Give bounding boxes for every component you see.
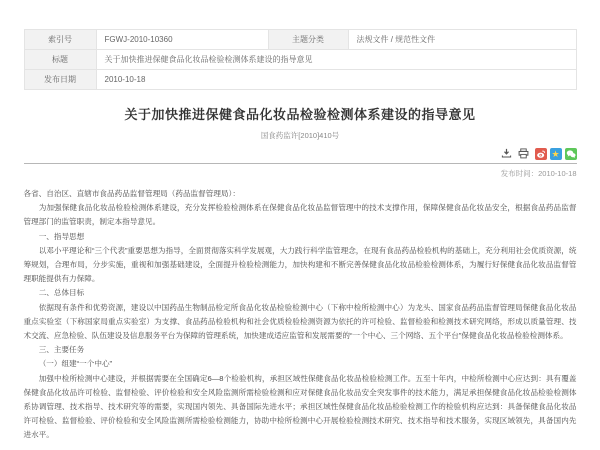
article-paragraph: 为加强保健食品化妆品检验检测体系建设，充分发挥检验检测体系在保健食品化妆品监督管理中的技术支撑作用，保障保健食品化妆品安全，根据食品药品监督管理部门的监管职责，制定本指导意见。 [23,203,577,227]
meta-row-index-category [24,30,576,50]
meta-date-label: 发布日期 [24,70,96,90]
meta-category-value: 法规文件 / 规范性文件 [348,30,576,50]
print-icon[interactable] [518,148,530,160]
publish-time-value: 2010-10-18 [538,169,577,178]
article-paragraph: 三、主要任务 [38,345,85,355]
article-paragraph: 一、指导思想 [38,231,85,241]
meta-index-label: 索引号 [24,30,96,50]
document-meta-table [24,29,577,90]
article-paragraph: 二、总体目标 [38,288,85,298]
share-qzone-icon[interactable] [550,148,562,160]
publish-time [24,168,577,179]
article-toolbar [24,147,577,160]
article-paragraph: 加强中检所检测中心建设，并根据需要在全国确定6—8个检验机构，承担区域性保健食品化妆品检验检测工作。五至十年内，中检所检测中心应达到：具有覆盖保健食品化妆品许可检验、监督检验、评价检验和安全风险监测所需检验检测和应对保健食品化妆品安全突发事件的技术能力，满足承担保健食品化妆品检验检测体系协调管理、技术指导、技术研究等的需要，实现国内领先、具备国际先进水平；承担区域性保健食品化妆品检验检测工作的检验机构应达到：具备保健食品化妆品许可检验、监督检验、评价检验和安全风险监测所需检验检测能力，协助中检所检测中心开展检验检测技术研究、技术指导和技术服务，实现区域领先，具备国内先进水平。 [23,373,577,440]
meta-row-title [24,50,576,70]
meta-row-date [24,70,576,90]
share-wechat-icon[interactable] [565,148,577,160]
document-number: 国食药监许[2010]410号 [260,131,340,140]
meta-title-label: 标题 [24,50,96,70]
document-title: 关于加快推进保健食品化妆品检验检测体系建设的指导意见 [124,107,476,122]
article-paragraph: 各省、自治区、直辖市食品药品监督管理局（药品监督管理局）： [23,189,240,198]
article-body [24,187,577,443]
meta-category-label: 主题分类 [268,30,348,50]
qzone-star-glyph: ★ [551,148,560,159]
meta-date-value: 2010-10-18 [96,70,576,90]
document-page [24,29,577,443]
meta-index-value: FGWJ-2010-10360 [96,30,268,50]
publish-time-label: 发布时间： [500,169,539,178]
share-weibo-icon[interactable] [535,148,547,160]
article-paragraph: 依据现有条件和优势资源，建设以中国药品生物制品检定所食品化妆品检验检测中心（下称中检所检测中心）为龙头、国家食品药品监督管理局保健食品化妆品重点实验室（下称国家局重点实验室）为支撑、食品药品检验机构和社会优质检验检测资源为依托的许可检验、监督检验和检测技术研究网络，形成以质量管理、技术交流、应急检验、队伍建设及信息服务平台为保障的管理系统，加快建成适应监管和发展需要的“一个中心、三个网络、五个平台”保健食品化妆品检验检测体系。 [23,302,577,341]
article-paragraph: 以邓小平理论和“三个代表”重要思想为指导，全面贯彻落实科学发展观，大力践行科学监管理念，在现有食品药品检验机构的基础上，充分利用社会优质资源，统筹规划，合理布局，分步实施，重视和加强基础建设，全面提升检验检测能力，加快构建和不断完善保健食品化妆品检验检测体系，为履行好保健食品化妆品监督管理职能提供有力保障。 [23,245,577,284]
download-icon[interactable] [501,148,513,160]
divider [24,163,577,164]
article-paragraph: （一）组建“一个中心” [38,359,113,369]
meta-title-value: 关于加快推进保健食品化妆品检验检测体系建设的指导意见 [96,50,576,70]
